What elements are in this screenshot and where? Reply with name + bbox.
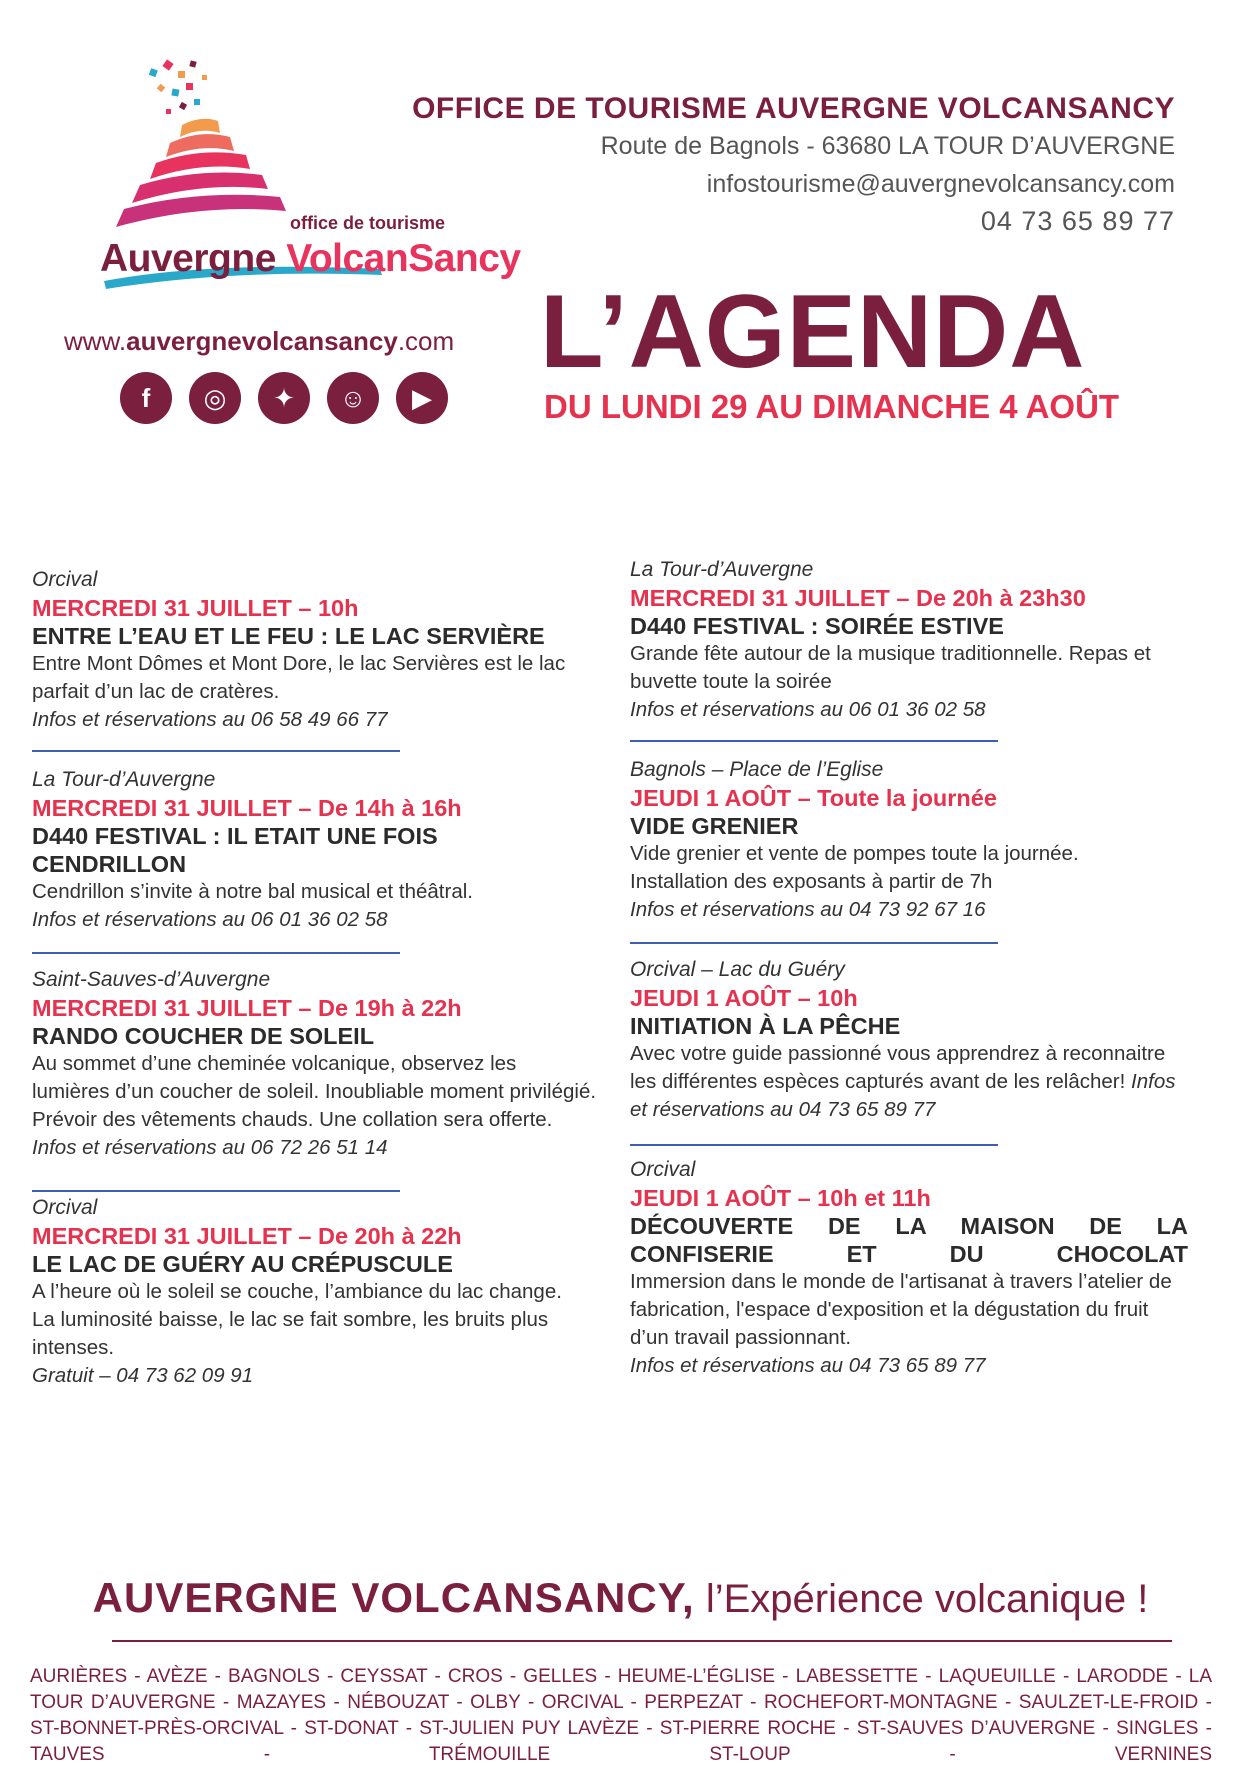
event-location: Orcival	[32, 1196, 98, 1219]
event-card	[630, 756, 1190, 924]
event-info: Infos et réservations au 06 72 26 51 14	[32, 1136, 388, 1159]
event-location: Bagnols – Place de l’Eglise	[630, 758, 884, 781]
website-domain: auvergnevolcansancy	[126, 326, 398, 356]
office-name: OFFICE DE TOURISME AUVERGNE VOLCANSANCY	[412, 92, 1175, 125]
logo-brand-name	[100, 237, 521, 281]
event-datetime: MERCREDI 31 JUILLET – De 20h à 22h	[32, 1223, 462, 1249]
event-description: Entre Mont Dômes et Mont Dore, le lac Servières est le lac parfait d’un lac de cratères.	[32, 652, 566, 703]
logo-brand-part1: Auvergne	[100, 237, 287, 280]
twitter-icon[interactable]: ✦	[258, 372, 310, 424]
event-location: La Tour-d’Auvergne	[630, 558, 814, 581]
event-card	[630, 556, 1190, 724]
event-description: Immersion dans le monde de l'artisanat à travers l’atelier de fabrication, l'espace d'exposition et la dégustation du fruit d’un travail passionnant.	[630, 1270, 1172, 1349]
event-separator	[630, 1144, 998, 1146]
event-info: Infos et réservations au 06 58 49 66 77	[32, 708, 388, 731]
event-datetime: JEUDI 1 AOÛT – Toute la journée	[630, 785, 997, 811]
event-title: D440 FESTIVAL : IL ETAIT UNE FOIS CENDRILLON	[32, 823, 438, 877]
event-description-text: Avec votre guide passionné vous apprendrez à reconnaitre les différentes espèces capturés avant de les relâcher!	[630, 1042, 1166, 1093]
footer-slogan	[0, 1574, 1241, 1622]
event-card	[32, 566, 592, 734]
event-title: D440 FESTIVAL : SOIRÉE ESTIVE	[630, 613, 1004, 639]
facebook-icon[interactable]: f	[120, 372, 172, 424]
event-info: Infos et réservations au 04 73 92 67 16	[630, 898, 986, 921]
social-links	[120, 372, 450, 428]
event-datetime: MERCREDI 31 JUILLET – De 20h à 23h30	[630, 585, 1086, 611]
event-separator	[630, 740, 998, 742]
event-card	[630, 1156, 1190, 1380]
event-separator	[32, 1190, 400, 1192]
office-email[interactable]: infostourisme@auvergnevolcansancy.com	[706, 170, 1175, 198]
logo-brand-part2: VolcanSancy	[286, 237, 521, 280]
footer-divider	[112, 1640, 1172, 1642]
event-info: Infos et réservations au 04 73 65 89 77	[630, 1070, 1176, 1121]
event-datetime: MERCREDI 31 JUILLET – De 14h à 16h	[32, 795, 462, 821]
event-separator	[630, 942, 998, 944]
event-description: Grande fête autour de la musique traditionnelle. Repas et buvette toute la soirée	[630, 642, 1151, 693]
event-card	[32, 1194, 592, 1390]
event-datetime: JEUDI 1 AOÛT – 10h et 11h	[630, 1185, 931, 1211]
website-suffix: .com	[397, 326, 455, 356]
event-title: RANDO COUCHER DE SOLEIL	[32, 1023, 375, 1049]
event-title: VIDE GRENIER	[630, 813, 799, 839]
event-datetime: MERCREDI 31 JUILLET – De 19h à 22h	[32, 995, 462, 1021]
event-location: La Tour-d’Auvergne	[32, 768, 216, 791]
event-info: Infos et réservations au 06 01 36 02 58	[32, 908, 388, 931]
youtube-icon[interactable]: ▶	[396, 372, 448, 424]
event-description: Au sommet d’une cheminée volcanique, observez les lumières d’un coucher de soleil. Inoubliable moment privilégié. Prévoir des vêtements chauds. Une collation sera offerte.	[32, 1052, 597, 1131]
event-description	[630, 1040, 1195, 1124]
office-address: Route de Bagnols - 63680 LA TOUR D’AUVERGNE	[600, 132, 1175, 160]
footer-tagline: l’Expérience volcanique !	[694, 1577, 1149, 1621]
event-card	[32, 966, 597, 1162]
logo-office-label: office de tourisme	[290, 213, 446, 233]
event-card	[32, 766, 592, 934]
event-title: LE LAC DE GUÉRY AU CRÉPUSCULE	[32, 1251, 453, 1277]
event-location: Orcival – Lac du Guéry	[630, 958, 845, 981]
event-title: ENTRE L’EAU ET LE FEU : LE LAC SERVIÈRE	[32, 623, 545, 649]
event-location: Saint-Sauves-d’Auvergne	[32, 968, 271, 991]
event-description: Vide grenier et vente de pompes toute la journée. Installation des exposants à partir de 7h	[630, 842, 1079, 893]
event-location: Orcival	[630, 1158, 696, 1181]
snapchat-icon[interactable]: ☺	[327, 372, 379, 424]
agenda-dates: DU LUNDI 29 AU DIMANCHE 4 AOÛT	[544, 388, 1120, 425]
event-datetime: JEUDI 1 AOÛT – 10h	[630, 985, 858, 1011]
instagram-icon[interactable]: ◎	[189, 372, 241, 424]
event-description: Cendrillon s’invite à notre bal musical et théâtral.	[32, 880, 473, 903]
event-separator	[32, 952, 400, 954]
event-card	[630, 956, 1190, 1124]
villages-list: AURIÈRES - AVÈZE - BAGNOLS - CEYSSAT - CROS - GELLES - HEUME-L’ÉGLISE - LABESSETTE - LAQUEUILLE - LARODDE - LA TOUR D’AUVERGNE - MAZAYES - NÉBOUZAT - OLBY - ORCIVAL - PERPEZAT - ROCHEFORT-MONTAGNE - SAULZET-LE-FROID - ST-BONNET-PRÈS-ORCIVAL - ST-DONAT - ST-JULIEN PUY LAVÈZE - ST-PIERRE ROCHE - ST-SAUVES D’AUVERGNE - SINGLES - TAUVES - TRÉMOUILLE ST-LOUP - VERNINES	[30, 1666, 1212, 1765]
event-info: Gratuit – 04 73 62 09 91	[32, 1364, 254, 1387]
footer-brand: AUVERGNE VOLCANSANCY,	[92, 1574, 695, 1621]
website-prefix: www.	[64, 326, 127, 356]
event-location: Orcival	[32, 568, 98, 591]
website-link[interactable]	[64, 326, 454, 357]
event-info: Infos et réservations au 06 01 36 02 58	[630, 698, 986, 721]
event-description: A l’heure où le soleil se couche, l’ambiance du lac change. La luminosité baisse, le lac se fait sombre, les bruits plus intenses.	[32, 1280, 562, 1359]
event-separator	[32, 750, 400, 752]
office-phone: 04 73 65 89 77	[980, 206, 1175, 236]
event-title: INITIATION À LA PÊCHE	[630, 1013, 901, 1039]
event-title: DÉCOUVERTE DE LA MAISON DE LA CONFISERIE ET DU CHOCOLAT	[630, 1213, 1188, 1267]
event-info: Infos et réservations au 04 73 65 89 77	[630, 1354, 986, 1377]
agenda-title: L’AGENDA	[540, 274, 1086, 390]
event-datetime: MERCREDI 31 JUILLET – 10h	[32, 595, 359, 621]
